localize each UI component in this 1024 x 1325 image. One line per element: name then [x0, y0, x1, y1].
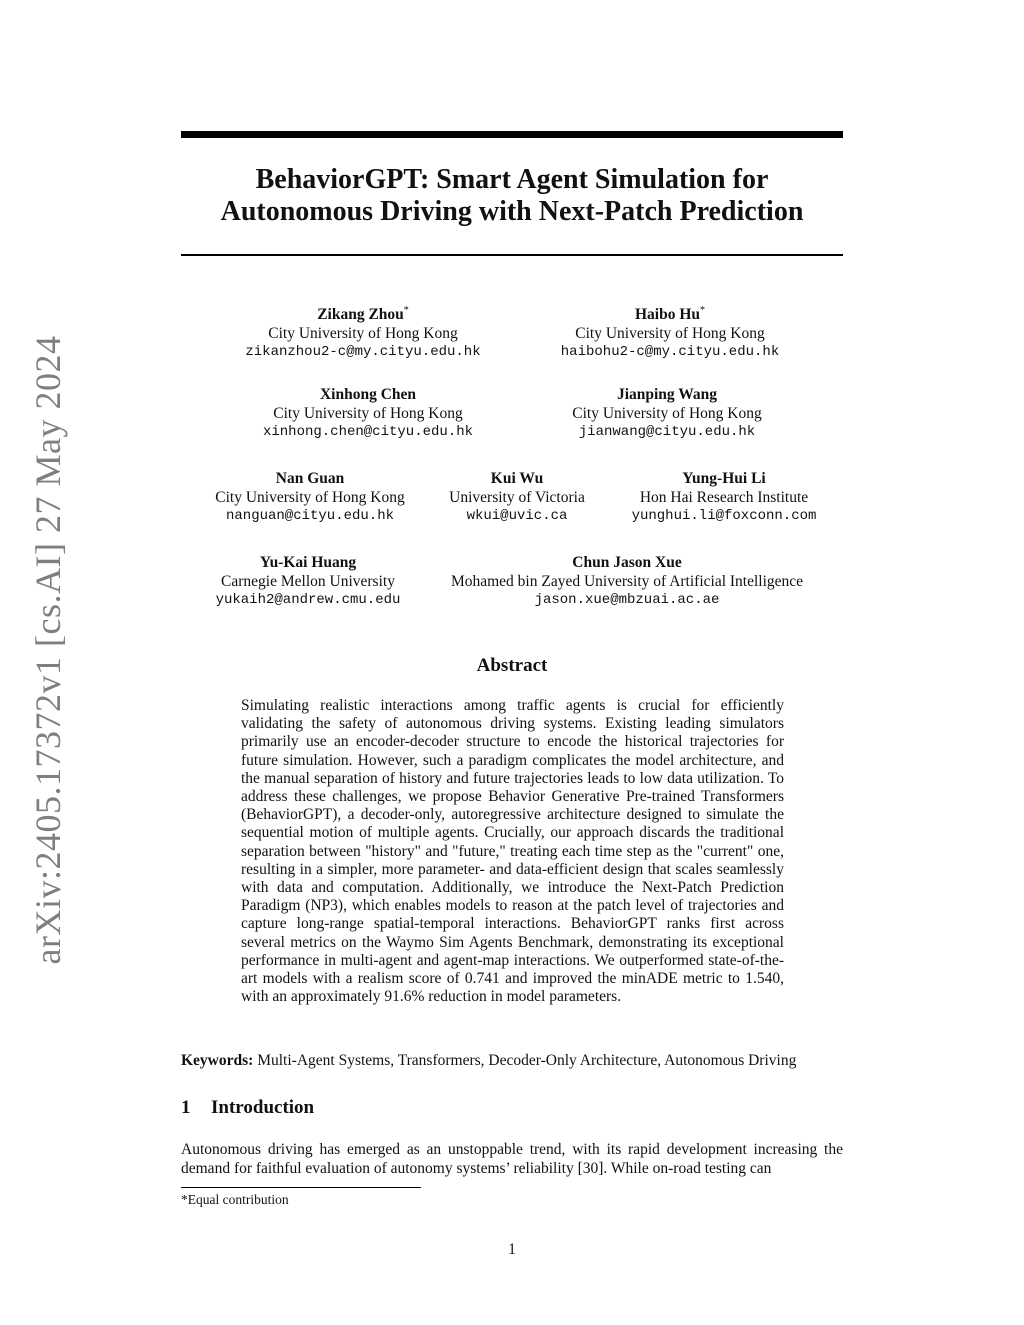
author-email: yukaih2@andrew.cmu.edu — [215, 592, 401, 608]
author-affiliation: City University of Hong Kong — [572, 405, 762, 422]
author-affiliation: Carnegie Mellon University — [221, 573, 395, 590]
author-block — [517, 385, 817, 442]
author-email: wkui@uvic.ca — [466, 508, 568, 524]
paper-title-line-1: BehaviorGPT: Smart Agent Simulation for — [255, 164, 769, 195]
footnote: *Equal contribution — [181, 1192, 289, 1207]
author-affiliation: Hon Hai Research Institute — [639, 489, 809, 506]
author-block — [520, 301, 820, 362]
page-number: 1 — [508, 1241, 516, 1258]
author-affiliation: City University of Hong Kong — [575, 325, 765, 343]
author-block — [193, 553, 423, 610]
author-affiliation: University of Victoria — [449, 489, 585, 506]
section-heading — [181, 1097, 314, 1119]
author-email: jason.xue@mbzuai.ac.ae — [534, 592, 720, 608]
intro-paragraph: Autonomous driving has emerged as an unstoppable trend, with its rapid development increasing the demand for faithful evaluation of autonomy systems’ reliability [30]. While on-road testing can — [181, 1141, 843, 1177]
keywords-label: Keywords: — [181, 1052, 254, 1069]
author-email: haibohu2-c@my.cityu.edu.hk — [560, 344, 780, 361]
author-block — [190, 469, 430, 526]
abstract-text: Simulating realistic interactions among traffic agents is crucial for efficiently validating the safety of autonomous driving systems. Existing leading simulators primarily use an encoder-decoder structure to encode the historical trajectories for future simulation. However, such a paradigm complicates the model architecture, and the manual separation of history and future trajectories leads to low data utilization. To address these challenges, we propose Behavior Generative Pre-trained Transformers (BehaviorGPT), a decoder-only, autoregressive architecture designed to simulate the sequential motion of multiple agents. Crucially, our approach discards the traditional separation between "history" and "future," treating each time step as the "current" one, resulting in a simpler, more parameter- and data-efficient design that scales seamlessly with data and computation. Additionally, we introduce the Next-Patch Prediction Paradigm (NP3), which enables models to reason at the patch level of trajectories and capture long-range spatial-temporal interactions. BehaviorGPT ranks first across several metrics on the Waymo Sim Agents Benchmark, demonstrating its exceptional performance in multi-agent and agent-map interactions. We outperformed state-of-the-art models with a realism score of 0.741 and improved the minADE metric to 1.540, with an approximately 91.6% reduction in model parameters. — [241, 697, 784, 1006]
footnote-rule — [181, 1187, 421, 1188]
equal-contribution-mark: * — [403, 305, 409, 316]
section-title: Introduction — [211, 1097, 315, 1118]
author-email: jianwang@cityu.edu.hk — [578, 424, 756, 440]
author-email: xinhong.chen@cityu.edu.hk — [262, 424, 474, 440]
author-block — [218, 385, 518, 442]
author-affiliation: Mohamed bin Zayed University of Artificial Intelligence — [450, 573, 804, 590]
title-bottom-rule — [181, 254, 843, 256]
arxiv-identifier: arXiv:2405.17372v1 [cs.AI] 27 May 2024 — [28, 335, 68, 964]
keywords-line — [181, 1052, 861, 1070]
author-name: Yu-Kai Huang — [259, 554, 357, 571]
author-name: Jianping Wang — [616, 386, 718, 403]
author-email: nanguan@cityu.edu.hk — [225, 508, 395, 524]
abstract-heading: Abstract — [476, 655, 548, 676]
section-number: 1 — [181, 1097, 191, 1118]
author-name: Haibo Hu* — [634, 305, 706, 324]
author-affiliation: City University of Hong Kong — [268, 325, 458, 343]
paper-title-line-2: Autonomous Driving with Next-Patch Prediction — [220, 196, 804, 227]
author-block — [427, 469, 607, 526]
keywords-list: Multi-Agent Systems, Transformers, Decoder-Only Architecture, Autonomous Driving — [257, 1052, 797, 1069]
author-affiliation: City University of Hong Kong — [215, 489, 405, 506]
author-name: Kui Wu — [490, 470, 544, 487]
author-email: yunghui.li@foxconn.com — [631, 508, 817, 524]
author-name: Yung-Hui Li — [682, 470, 766, 487]
author-name: Zikang Zhou* — [317, 305, 409, 324]
author-block — [614, 469, 834, 526]
equal-contribution-mark: * — [700, 305, 706, 316]
author-block — [213, 301, 513, 362]
arxiv-side-stamp — [28, 335, 68, 964]
author-name: Chun Jason Xue — [572, 554, 682, 571]
author-block — [427, 553, 827, 610]
author-name: Xinhong Chen — [319, 386, 417, 403]
author-email: zikanzhou2-c@my.cityu.edu.hk — [245, 344, 481, 361]
author-name: Nan Guan — [275, 470, 345, 487]
paper-title — [181, 164, 843, 228]
title-top-rule — [181, 131, 843, 138]
author-affiliation: City University of Hong Kong — [273, 405, 463, 422]
